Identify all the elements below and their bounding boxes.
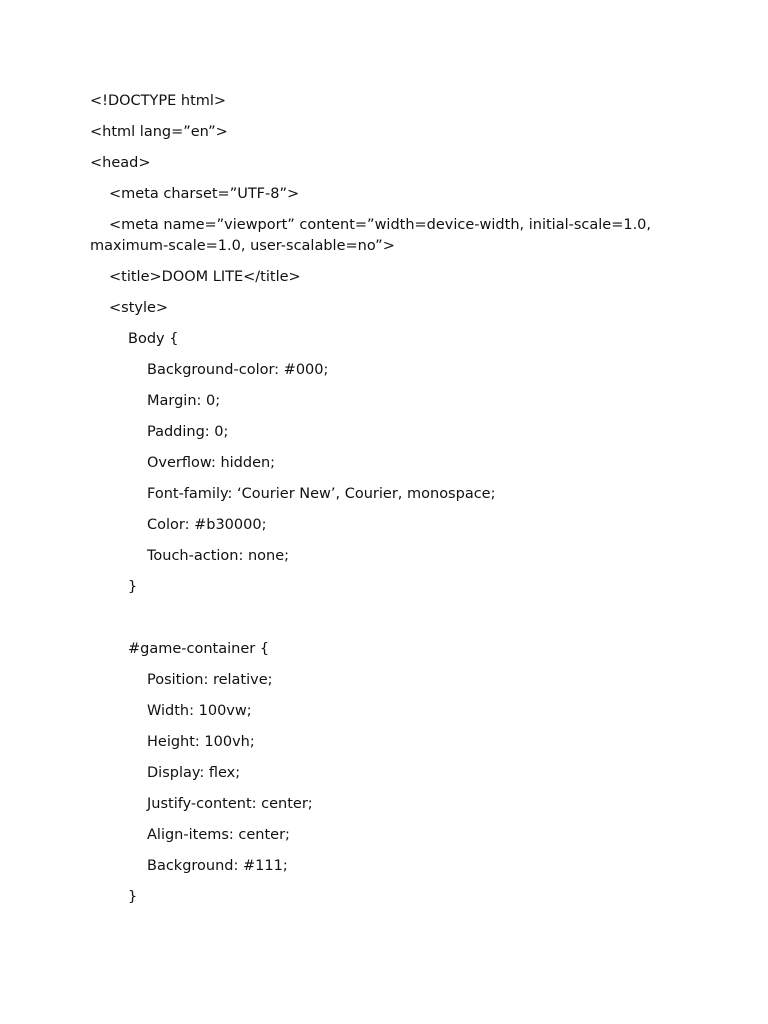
text-line: <!DOCTYPE html> xyxy=(90,93,227,109)
text-line: <title>DOOM LITE</title> xyxy=(109,269,301,285)
text-line: Width: 100vw; xyxy=(147,703,252,719)
text-line: Touch-action: none; xyxy=(147,548,290,564)
text-line: Font-family: ‘Courier New’, Courier, monospace; xyxy=(147,486,496,502)
text-line: <meta name=”viewport” content=”width=device-width, initial-scale=1.0, xyxy=(109,217,652,233)
text-line: Display: flex; xyxy=(147,765,241,781)
text-line: Justify-content: center; xyxy=(147,796,313,812)
text-line: Padding: 0; xyxy=(147,424,229,440)
text-line: Color: #b30000; xyxy=(147,517,267,533)
text-line: Background: #111; xyxy=(147,858,288,874)
text-line: } xyxy=(128,889,138,905)
text-line: <html lang=”en”> xyxy=(90,124,228,140)
text-line: Background-color: #000; xyxy=(147,362,329,378)
text-line: } xyxy=(128,579,138,595)
document-body xyxy=(90,91,690,918)
text-line: <style> xyxy=(109,300,169,316)
text-line: Align-items: center; xyxy=(147,827,290,843)
blank-line xyxy=(90,608,690,629)
text-line: <meta charset=”UTF-8”> xyxy=(109,186,300,202)
text-line: Height: 100vh; xyxy=(147,734,255,750)
text-line: Position: relative; xyxy=(147,672,273,688)
text-line-wrapped xyxy=(90,215,690,257)
text-line: #game-container { xyxy=(128,641,270,657)
text-line: Overflow: hidden; xyxy=(147,455,276,471)
text-line: Body { xyxy=(128,331,179,347)
text-line-continuation: maximum-scale=1.0, user-scalable=no”> xyxy=(90,238,395,254)
text-line: Margin: 0; xyxy=(147,393,221,409)
text-line: <head> xyxy=(90,155,151,171)
